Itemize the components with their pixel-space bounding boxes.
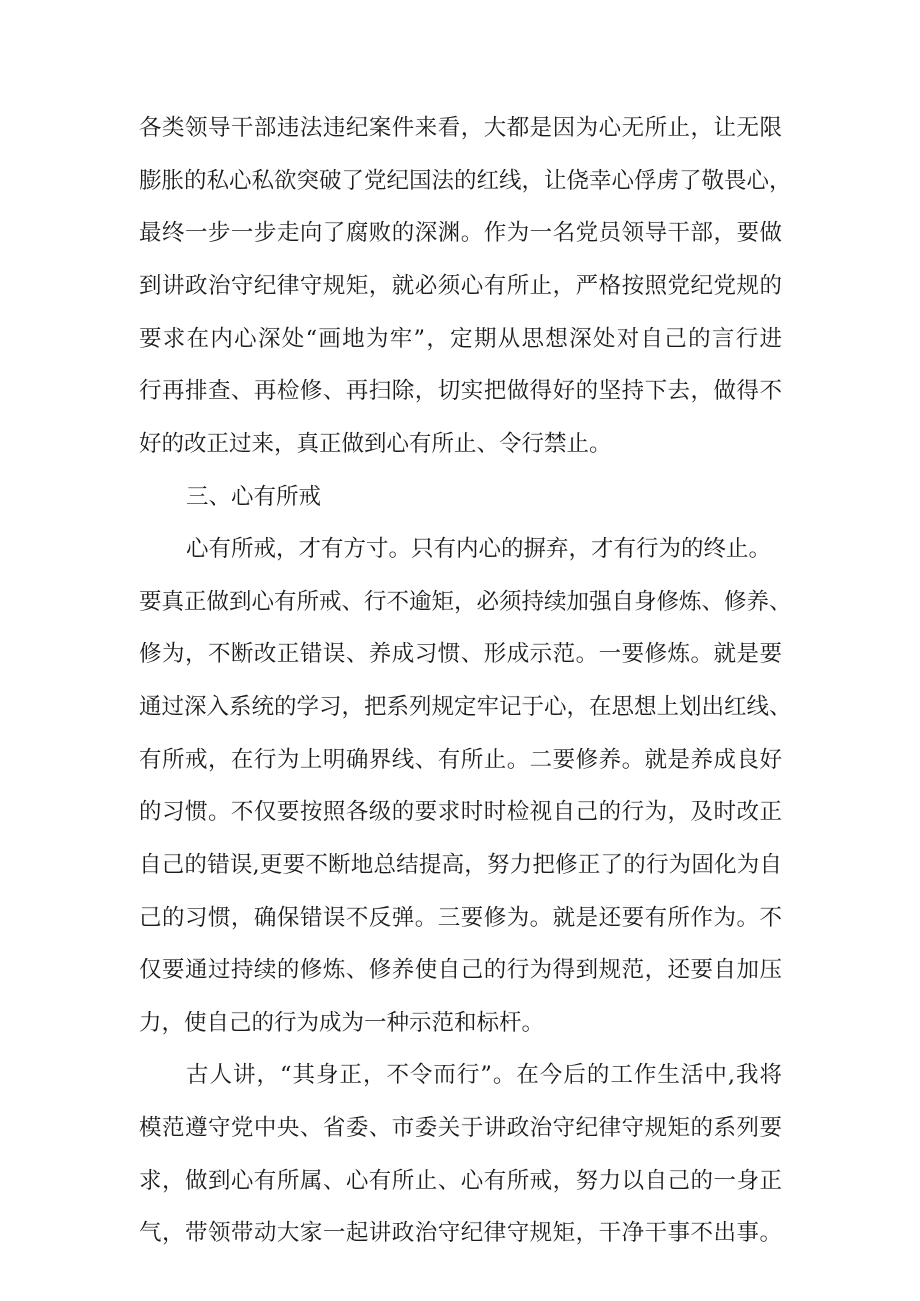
paragraph-line: 模范遵守党中央、省委、市委关于讲政治守纪律守规矩的系列要: [139, 1115, 782, 1141]
paragraph-line: 有所戒，在行为上明确界线、有所止。二要修养。就是养成良好: [139, 747, 782, 773]
paragraph-line: 修为，不断改正错误、养成习惯、形成示范。一要修炼。就是要: [139, 641, 782, 667]
paragraph-line: 己的习惯，确保错误不反弹。三要修为。就是还要有所作为。不: [139, 905, 782, 931]
paragraph-line: 膨胀的私心私欲突破了党纪国法的红线，让侥幸心俘虏了敬畏心，: [139, 168, 792, 194]
paragraph-line: 求，做到心有所属、心有所止、心有所戒，努力以自己的一身正: [139, 1168, 782, 1194]
paragraph-line: 要求在内心深处“画地为牢”，定期从思想深处对自己的言行进: [139, 326, 782, 352]
paragraph-line: 好的改正过来，真正做到心有所止、令行禁止。: [139, 431, 612, 457]
paragraph-line: 力，使自己的行为成为一种示范和标杆。: [139, 1010, 545, 1036]
section-heading: 三、心有所戒: [186, 484, 322, 510]
paragraph-line: 仅要通过持续的修炼、修养使自己的行为得到规范，还要自加压: [139, 957, 782, 983]
paragraph-line: 古人讲，“其身正，不令而行”。在今后的工作生活中,我将: [186, 1062, 782, 1088]
paragraph-line: 到讲政治守纪律守规矩，就必须心有所止，严格按照党纪党规的: [139, 273, 782, 299]
paragraph-line: 自己的错误,更要不断地总结提高，努力把修正了的行为固化为自: [139, 852, 782, 878]
paragraph-line: 行再排查、再检修、再扫除，切实把做得好的坚持下去，做得不: [139, 378, 782, 404]
paragraph-line: 最终一步一步走向了腐败的深渊。作为一名党员领导干部，要做: [139, 220, 782, 246]
paragraph-line: 各类领导干部违法违纪案件来看，大都是因为心无所止，让无限: [139, 115, 782, 141]
paragraph-line: 心有所戒，才有方寸。只有内心的摒弃，才有行为的终止。: [186, 536, 772, 562]
paragraph-line: 通过深入系统的学习，把系列规定牢记于心，在思想上划出红线、: [139, 694, 792, 720]
paragraph-line: 气，带领带动大家一起讲政治守纪律守规矩，干净干事不出事。: [139, 1220, 782, 1246]
paragraph-line: 的习惯。不仅要按照各级的要求时时检视自己的行为，及时改正: [139, 799, 782, 825]
paragraph-line: 要真正做到心有所戒、行不逾矩，必须持续加强自身修炼、修养、: [139, 589, 792, 615]
